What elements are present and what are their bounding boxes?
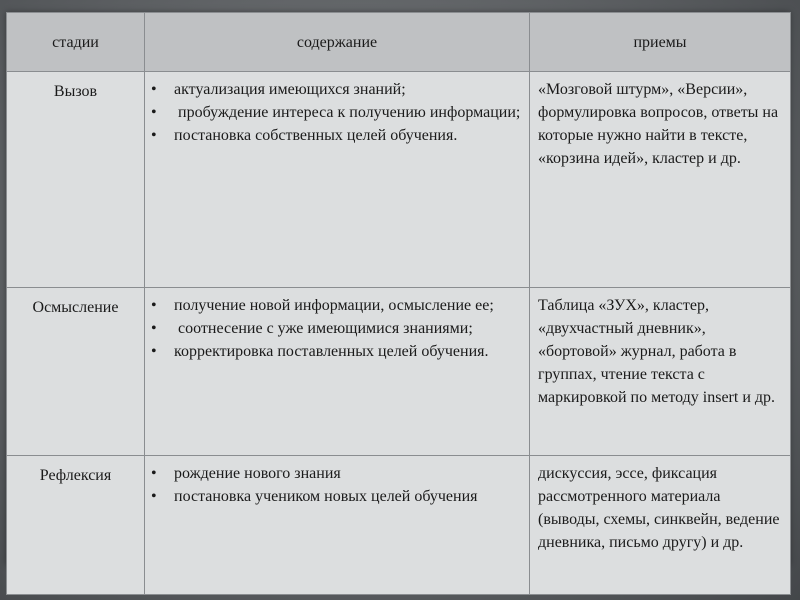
list-item [149,462,521,485]
stage-cell: Осмысление [7,288,145,456]
list-item-text: постановка собственных целей обучения. [174,127,458,144]
content-list [149,78,521,147]
bullet-icon: • [151,488,157,505]
bullet-icon: • [151,343,157,360]
list-item-text: постановка учеником новых целей обучения [174,488,478,505]
bullet-icon: • [151,81,157,98]
list-item-text: актуализация имеющихся знаний; [174,81,406,98]
table-row [7,72,791,288]
bullet-icon: • [151,127,157,144]
header-stages: стадии [7,13,145,72]
methods-text: Таблица «ЗУХ», кластер, «двухчастный дневник», «бортовой» журнал, работа в группах, чтение текста с маркировкой по методу insert и др. [538,297,776,406]
stage-cell: Рефлексия [7,456,145,595]
list-item [149,124,521,147]
methods-cell [530,456,791,595]
list-item-text: пробуждение интереса к получению информации; [174,104,521,121]
methods-cell [530,288,791,456]
header-content: содержание [145,13,530,72]
stages-table [6,12,791,595]
content-cell [145,456,530,595]
list-item [149,101,521,124]
bullet-icon: • [151,465,157,482]
list-item-text: корректировка поставленных целей обучения. [174,343,489,360]
content-cell [145,72,530,288]
methods-text: дискуссия, эссе, фиксация рассмотренного материала (выводы, схемы, синквейн, ведение дневника, письмо другу) и др. [538,465,780,551]
bullet-icon: • [151,297,157,314]
header-methods: приемы [530,13,791,72]
methods-text: «Мозговой штурм», «Версии», формулировка вопросов, ответы на которые нужно найти в тексте, «корзина идей», кластер и др. [538,81,779,167]
bullet-icon: • [151,104,157,121]
list-item [149,294,521,317]
list-item [149,78,521,101]
table-row [7,456,791,595]
bullet-icon: • [151,320,157,337]
list-item-text: рождение нового знания [174,465,341,482]
list-item-text: получение новой информации, осмысление ее; [174,297,494,314]
list-item [149,485,521,508]
list-item [149,340,521,363]
content-list [149,294,521,363]
stages-table-container [6,12,790,565]
table-row [7,288,791,456]
methods-cell [530,72,791,288]
stage-cell: Вызов [7,72,145,288]
list-item-text: соотнесение с уже имеющимися знаниями; [174,320,473,337]
content-list [149,462,521,508]
list-item [149,317,521,340]
content-cell [145,288,530,456]
table-header-row [7,13,791,72]
